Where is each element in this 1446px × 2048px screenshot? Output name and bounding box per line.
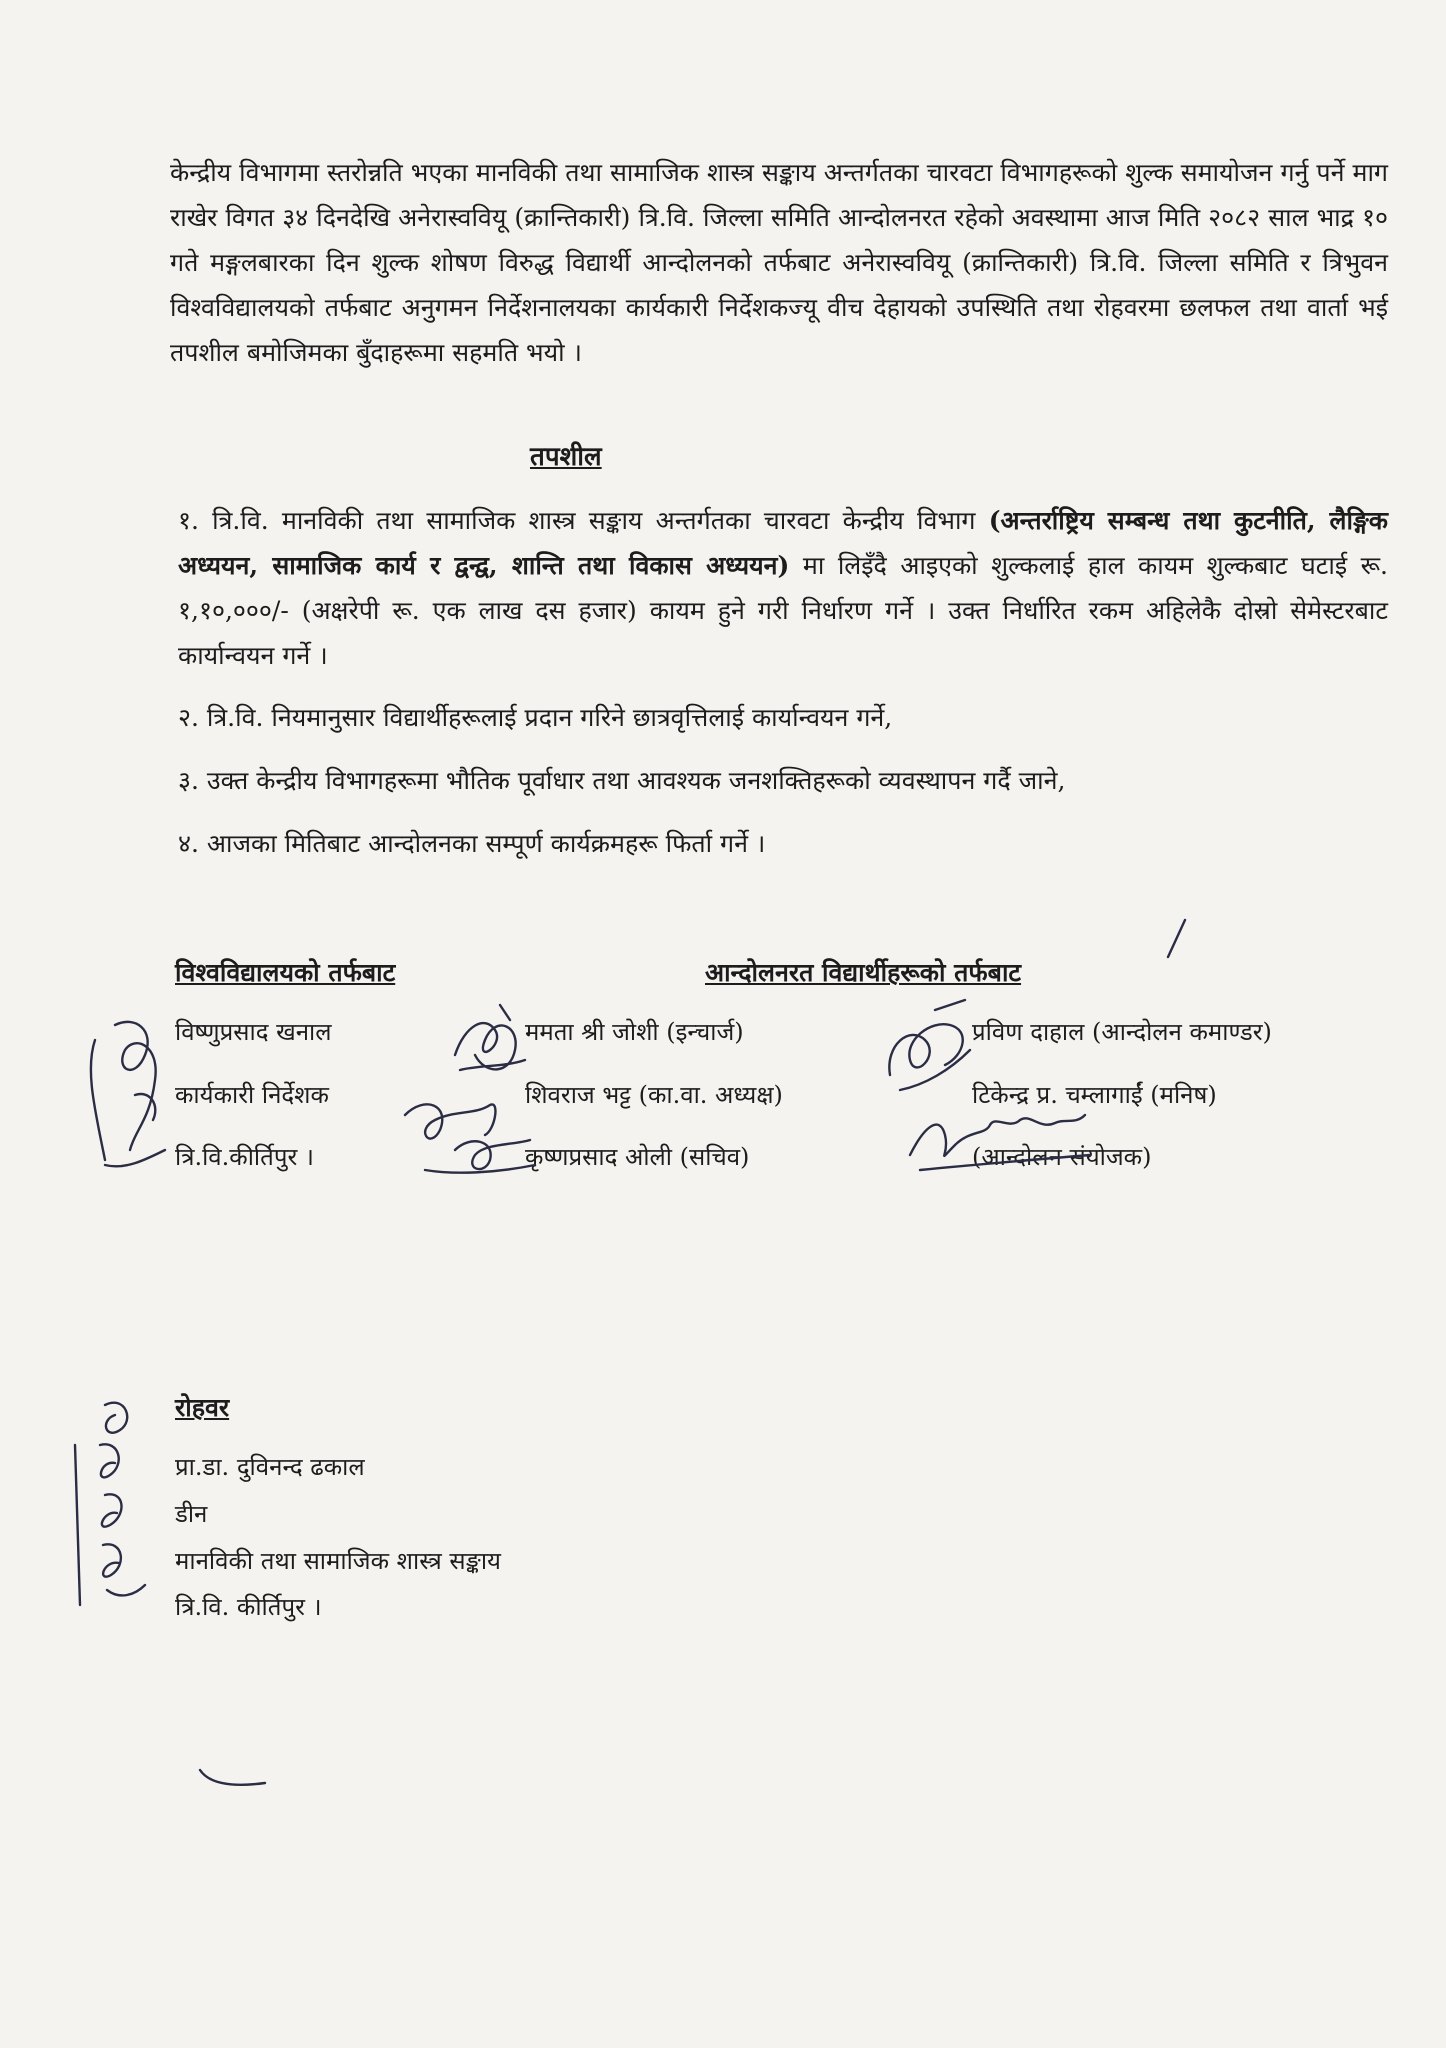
witness-place: त्रि.वि. कीर्तिपुर ।: [175, 1593, 322, 1621]
student-signatory-3: कृष्णप्रसाद ओली (सचिव): [525, 1143, 750, 1171]
student-signatory-2: शिवराज भट्ट (का.वा. अध्यक्ष): [525, 1081, 783, 1109]
student-signature-1: [445, 995, 535, 1080]
student-signatory-6: (आन्दोलन संयोजक): [972, 1143, 1152, 1171]
student-signatory-4: प्रविण दाहाल (आन्दोलन कमाण्डर): [972, 1018, 1272, 1046]
witness-name: प्रा.डा. दुविनन्द ढकाल: [175, 1453, 365, 1481]
point-1-part1: १. त्रि.वि. मानविकी तथा सामाजिक शास्त्र सङ्काय अन्तर्गतका चारवटा केन्द्रीय विभाग: [178, 506, 976, 535]
details-heading: तपशील: [530, 442, 602, 472]
point-1-departments: (अन्तर्राष्ट्रिय सम्बन्ध तथा कुटनीति, लैङ्गिक अध्ययन, सामाजिक कार्य र द्वन्द्व, शान्ति तथा विकास अध्ययन): [178, 506, 1388, 580]
student-signature-2: [395, 1075, 545, 1185]
point-1: [178, 498, 1388, 678]
intro-paragraph: केन्द्रीय विभागमा स्तरोन्नति भएका मानविकी तथा सामाजिक शास्त्र सङ्काय अन्तर्गतका चारवटा विभागहरूको शुल्क समायोजन गर्नु पर्ने माग राखेर विगत ३४ दिनदेखि अनेरास्ववियू (क्रान्तिकारी) त्रि.वि. जिल्ला समिति आन्दोलनरत रहेको अवस्थामा आज मिति २०८२ साल भाद्र १० गते मङ्गलबारका दिन शुल्क शोषण विरुद्ध विद्यार्थी आन्दोलनको तर्फबाट अनेरास्ववियू (क्रान्तिकारी) त्रि.वि. जिल्ला समिति र त्रिभुवन विश्वविद्यालयको तर्फबाट अनुगमन निर्देशनालयका कार्यकारी निर्देशकज्यू वीच देहायको उपस्थिति तथा रोहवरमा छलफल तथा वार्ता भई तपशील बमोजिमका बुँदाहरूमा सहमति भयो ।: [170, 158, 1388, 367]
witness-heading: रोहवर: [175, 1393, 230, 1422]
witness-faculty: मानविकी तथा सामाजिक शास्त्र सङ्काय: [175, 1547, 501, 1575]
witness-signature: [65, 1385, 160, 1615]
point-4: ४. आजका मितिबाट आन्दोलनका सम्पूर्ण कार्यक्रमहरू फिर्ता गर्ने ।: [178, 829, 766, 858]
pen-stroke-mark-bottom: [195, 1765, 275, 1795]
university-signatory-place: त्रि.वि.कीर्तिपुर ।: [175, 1143, 314, 1171]
university-side-heading: विश्वविद्यालयको तर्फबाट: [175, 958, 396, 987]
student-signatory-1: ममता श्री जोशी (इन्चार्ज): [525, 1018, 744, 1046]
student-side-heading: आन्दोलनरत विद्यार्थीहरूको तर्फबाट: [705, 958, 1022, 987]
witness-title: डीन: [175, 1500, 208, 1528]
student-signature-4: [900, 1085, 1100, 1180]
point-3: ३. उक्त केन्द्रीय विभागहरूमा भौतिक पूर्वाधार तथा आवश्यक जनशक्तिहरूको व्यवस्थापन गर्दै जाने,: [178, 766, 1066, 795]
university-signatory-name: विष्णुप्रसाद खनाल: [175, 1018, 332, 1046]
university-signature: [75, 1000, 185, 1175]
student-signatory-5: टिकेन्द्र प्र. चम्लागाईं (मनिष): [972, 1081, 1217, 1109]
pen-stroke-mark: [1160, 915, 1190, 965]
point-2: २. त्रि.वि. नियमानुसार विद्यार्थीहरूलाई प्रदान गरिने छात्रवृत्तिलाई कार्यान्वयन गर्ने,: [178, 703, 893, 732]
point-1-part2: मा लिइँदै आइएको शुल्कलाई हाल कायम शुल्कबाट घटाई रू. १,१०,०००/- (अक्षरेपी रू. एक लाख दस हजार) कायम हुने गरी निर्धारण गर्ने । उक्त निर्धारित रकम अहिलेकै दोस्रो सेमेस्टरबाट कार्यान्वयन गर्ने ।: [178, 551, 1388, 670]
university-signatory-title: कार्यकारी निर्देशक: [175, 1081, 329, 1109]
